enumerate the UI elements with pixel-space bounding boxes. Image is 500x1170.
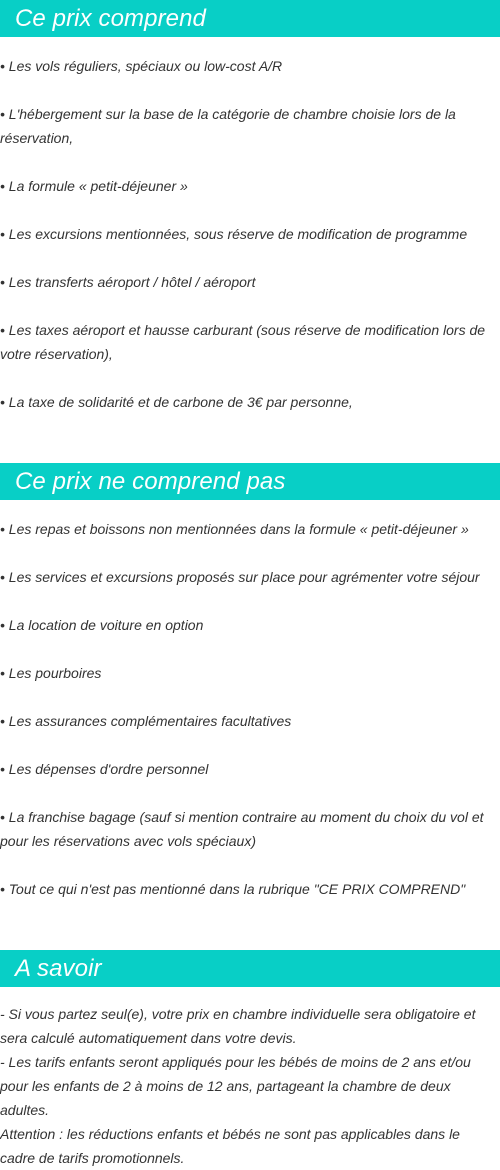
list-item: • Les assurances complémentaires facultatives [0,713,292,729]
good-to-know-text [0,1002,498,1170]
list-item: • La taxe de solidarité et de carbone de 3€ par personne, [0,394,353,410]
good-to-know-section-header: A savoir [0,950,500,987]
paragraph-line: Attention : les réductions enfants et bébés ne sont pas applicables dans le cadre de tarifs promotionnels. [0,1126,460,1166]
list-item: • La location de voiture en option [0,617,204,633]
list-item: • La franchise bagage (sauf si mention contraire au moment du choix du vol et pour les réservations avec vols spéciaux) [0,809,484,849]
list-item: • Les repas et boissons non mentionnées dans la formule « petit-déjeuner » [0,521,469,537]
list-item: • Les excursions mentionnées, sous réserve de modification de programme [0,226,468,242]
list-item: • La formule « petit-déjeuner » [0,178,188,194]
list-item: • L'hébergement sur la base de la catégorie de chambre choisie lors de la réservation, [0,106,456,146]
list-item: • Les services et excursions proposés sur place pour agrémenter votre séjour [0,569,480,585]
paragraph-line: - Si vous partez seul(e), votre prix en chambre individuelle sera obligatoire et sera calculé automatiquement dans votre devis. [0,1006,476,1046]
list-item: • Les pourboires [0,665,102,681]
list-item: • Tout ce qui n'est pas mentionné dans la rubrique "CE PRIX COMPREND" [0,881,466,897]
excluded-section-header: Ce prix ne comprend pas [0,463,500,500]
included-section-header: Ce prix comprend [0,0,500,37]
list-item: • Les taxes aéroport et hausse carburant (sous réserve de modification lors de votre réservation), [0,322,486,362]
list-item: • Les dépenses d'ordre personnel [0,761,209,777]
list-item: • Les vols réguliers, spéciaux ou low-cost A/R [0,58,283,74]
paragraph-line: - Les tarifs enfants seront appliqués pour les bébés de moins de 2 ans et/ou pour les enfants de 2 à moins de 12 ans, partageant la chambre de deux adultes. [0,1054,471,1118]
list-item: • Les transferts aéroport / hôtel / aéroport [0,274,256,290]
